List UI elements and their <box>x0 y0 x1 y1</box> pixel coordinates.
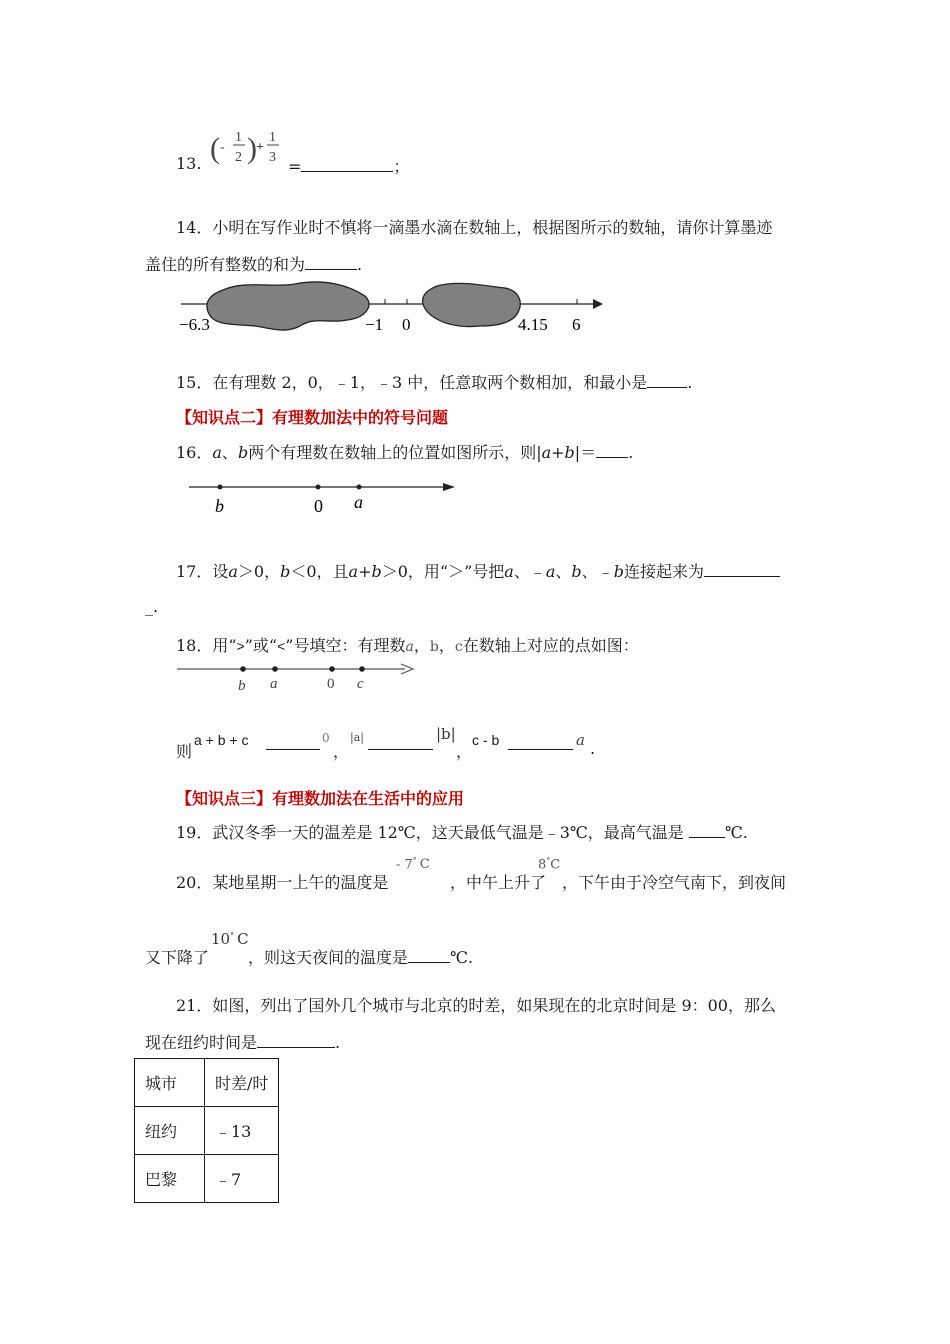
label-a: a <box>354 492 363 512</box>
expr-abs-a: |a| <box>350 731 364 744</box>
q17-text-part: ＜0，且 <box>290 562 349 581</box>
fraction2-numerator: 1 <box>269 130 276 145</box>
q16-number: 16． <box>176 443 213 462</box>
q17-text-part: 17．设 <box>176 562 229 581</box>
q14-line1: 14．小明在写作业时不慎将一滴墨水滴在数轴上，根据图所示的数轴，请你计算墨迹 <box>176 218 773 237</box>
var-a: a <box>348 562 359 581</box>
label-b: b <box>238 678 246 694</box>
q20-temp1 <box>396 856 430 872</box>
var-b: b <box>371 562 382 581</box>
q18-text-part: ”号填空：有理数 <box>285 636 406 655</box>
cell-city: 巴黎 <box>135 1155 205 1203</box>
q17-text-part: ＞0， <box>237 562 281 581</box>
point-0 <box>329 666 335 672</box>
q17-text-part: 、 <box>555 562 572 581</box>
lt-sign: < <box>277 638 286 654</box>
fraction1-denominator: 2 <box>235 150 242 165</box>
comma: ， <box>438 636 455 655</box>
q16-number-line <box>185 475 465 520</box>
q17-text-part: 、﹣ <box>581 562 614 581</box>
label-neg1: −1 <box>365 315 384 334</box>
q18-text-part: ”或“ <box>244 636 278 655</box>
point-b <box>240 666 246 672</box>
answer-blank[interactable] <box>704 562 780 577</box>
var-b: b <box>280 562 291 581</box>
var-c: c <box>454 639 463 655</box>
expr-abs-b: |b| <box>436 725 456 743</box>
answer-blank[interactable] <box>689 823 725 838</box>
comma: ， <box>333 742 350 761</box>
label-neg6.3: −6.3 <box>179 315 210 334</box>
table-row <box>135 1107 279 1155</box>
var-b: b <box>237 443 249 462</box>
q17-text-part: 连接起来为 <box>623 562 704 581</box>
expr-c-minus-b: c - b <box>472 732 500 748</box>
point-0 <box>316 485 321 490</box>
plus-sign: + <box>358 562 372 581</box>
period: . <box>335 1033 341 1052</box>
q18-text-part: 18．用“ <box>176 636 237 655</box>
q15-text-body: 15．在有理数 2，0，﹣1，﹣3 中，任意取两个数相加，和最小是 <box>176 373 648 392</box>
q20-line1-mid: ，中午上升了 <box>450 873 547 892</box>
label-a: a <box>270 676 278 692</box>
table-row <box>135 1155 279 1203</box>
q20-line2-end <box>248 945 473 968</box>
label-c: c <box>357 676 364 692</box>
header-time-diff: 时差/时 <box>205 1059 279 1107</box>
ink-blot-right <box>423 283 521 326</box>
var-a: a <box>545 562 556 581</box>
comma: ， <box>413 636 430 655</box>
abs-close: |＝ <box>574 443 597 462</box>
label-0: 0 <box>327 676 335 692</box>
separator: 、 <box>221 443 238 462</box>
q17-text-part: ＞0，用“＞”号把 <box>381 562 505 581</box>
degree-mark: ° <box>230 931 235 940</box>
var-a: a <box>405 639 414 655</box>
var-a: a <box>541 443 552 462</box>
q18-ze: 则 <box>176 742 193 761</box>
answer-blank-1[interactable] <box>266 735 320 750</box>
var-b: b <box>564 443 575 462</box>
point-a <box>357 485 362 490</box>
label-0: 0 <box>402 315 411 334</box>
plus-sign: + <box>551 443 565 462</box>
q21-line2 <box>145 1030 340 1053</box>
comma: ， <box>456 742 473 761</box>
temp-neg7: - 7 <box>396 857 413 873</box>
q20-temp2 <box>538 856 560 872</box>
q17-text-part: 、﹣ <box>513 562 546 581</box>
q14-line2 <box>145 252 362 275</box>
var-a: a <box>228 562 238 581</box>
label-4.15: 4.15 <box>518 315 548 334</box>
point-b <box>218 485 223 490</box>
celsius-c: C <box>419 857 430 873</box>
plus-sign: + <box>256 140 264 155</box>
q21-text-part: 现在纽约时间是 <box>145 1033 258 1052</box>
q20-temp3 <box>211 930 249 948</box>
var-b: b <box>571 562 582 581</box>
answer-blank[interactable] <box>647 373 687 388</box>
answer-blank[interactable] <box>257 1033 335 1048</box>
label-6: 6 <box>572 315 581 334</box>
axis-arrow <box>593 299 603 309</box>
answer-blank[interactable] <box>596 443 628 458</box>
q19-text-body: 19．武汉冬季一天的温差是 12℃，这天最低气温是﹣3℃，最高气温是 <box>176 823 684 842</box>
var-a: a <box>212 443 222 462</box>
q17-text <box>176 559 780 582</box>
point-c <box>359 666 365 672</box>
q16-text <box>176 440 633 463</box>
var-b: b <box>429 639 439 655</box>
label-b: b <box>215 496 224 516</box>
section-heading-2: 【知识点二】有理数加法中的符号问题 <box>176 408 449 427</box>
var-a: a <box>576 731 585 749</box>
zero: 0 <box>322 731 330 745</box>
fraction1-numerator: 1 <box>235 130 242 145</box>
header-city: 城市 <box>135 1059 205 1107</box>
axis-arrow <box>443 483 455 491</box>
q20-line1-end: ，下午由于冷空气南下，到夜间 <box>562 873 787 892</box>
q18-text-part: 在数轴上对应的点如图： <box>462 636 639 655</box>
period: . <box>628 443 634 462</box>
answer-blank-3[interactable] <box>508 735 573 750</box>
answer-blank[interactable] <box>301 157 393 172</box>
period: . <box>357 255 363 274</box>
q17-line2: _. <box>145 597 159 616</box>
q14-line2-text: 盖住的所有整数的和为 <box>145 255 306 274</box>
q20-text-part: 20．某地星期一上午的温度是 <box>176 873 389 892</box>
q15-text <box>176 370 692 393</box>
cell-city: 纽约 <box>135 1107 205 1155</box>
degree-mark: ° <box>412 856 417 865</box>
celsius-c: C <box>237 930 249 948</box>
q18-number-line <box>175 659 425 697</box>
var-a: a <box>504 562 514 581</box>
q20-line2 <box>145 945 209 968</box>
q16-text-body: 两个有理数在数轴上的位置如图所示，则| <box>248 443 542 462</box>
point-a <box>272 666 278 672</box>
q18-text <box>176 633 639 656</box>
left-paren: ( <box>210 132 220 165</box>
equals-sign: = <box>288 157 302 176</box>
q20-text-part: 又下降了 <box>145 948 210 967</box>
right-paren: ) <box>247 132 257 165</box>
answer-blank-2[interactable] <box>368 735 433 750</box>
q13-answer <box>288 154 409 177</box>
q21-line1: 21．如图，列出了国外几个城市与北京的时差，如果现在的北京时间是 9：00，那么 <box>176 996 776 1015</box>
minus-sign: - <box>220 140 225 155</box>
temp-8: 8 <box>538 857 547 873</box>
q20-line1 <box>176 870 388 893</box>
answer-blank[interactable] <box>305 255 357 270</box>
cell-time-diff: ﹣13 <box>205 1107 279 1155</box>
semicolon: ； <box>393 157 410 176</box>
degree-mark: ° <box>546 856 551 865</box>
unit-celsius: ℃. <box>724 823 748 842</box>
q14-number-line <box>175 278 615 338</box>
label-0: 0 <box>314 496 323 516</box>
period: . <box>590 739 596 758</box>
period: . <box>687 373 693 392</box>
time-difference-table <box>134 1058 279 1203</box>
q13-number: 13. <box>176 154 202 173</box>
temp-10: 10 <box>211 930 231 948</box>
cell-time-diff: ﹣7 <box>205 1155 279 1203</box>
section-heading-3: 【知识点三】有理数加法在生活中的应用 <box>176 789 465 808</box>
celsius-c: C <box>550 857 561 873</box>
unit-celsius: ℃. <box>450 948 473 967</box>
table-header-row <box>135 1059 279 1107</box>
fraction2-denominator: 3 <box>269 150 276 165</box>
q20-text-part: ，则这天夜间的温度是 <box>248 948 409 967</box>
var-b: b <box>613 562 624 581</box>
gt-sign: > <box>236 638 245 654</box>
q19-text <box>176 820 748 843</box>
expr-a-plus-b-plus-c: a + b + c <box>194 732 249 748</box>
answer-blank[interactable] <box>408 948 450 963</box>
ink-blot-left <box>207 282 369 330</box>
